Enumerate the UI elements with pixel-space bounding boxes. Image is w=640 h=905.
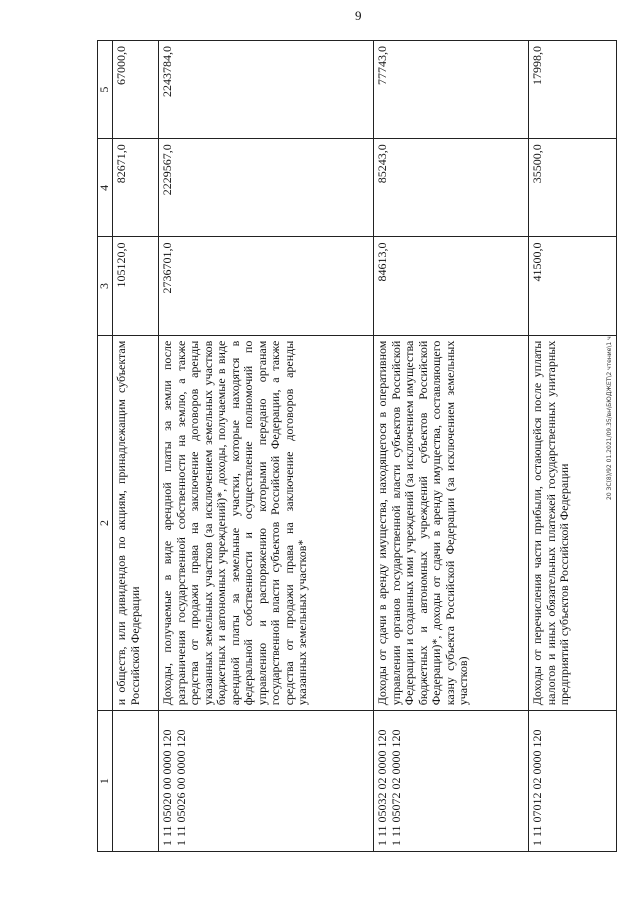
row-value-col3: 2736701,0 [159, 237, 374, 335]
row-value-col3: 84613,0 [374, 237, 529, 335]
row-value-col3: 41500,0 [529, 237, 617, 335]
table-row [529, 41, 617, 852]
row-value-col4: 2229567,0 [159, 139, 374, 237]
row-value-col5: 67000,0 [113, 41, 159, 139]
header-col-5: 5 [98, 41, 113, 139]
row-codes: 1 11 05020 00 0000 120 1 11 05026 00 0000 120 [159, 711, 374, 852]
row-name: Доходы от перечисления части прибыли, остающейся после уплаты налогов и иных обязательных платежей государственных унитарных предприятий субъектов Российской Федерации [529, 335, 617, 711]
table-header-row [98, 41, 113, 852]
document-footer-code: 20 ЗС(8)/92 01.2021/09.35/вн\БЮДЖЕТ\2 чтение\1 ч [606, 336, 613, 500]
row-value-col5: 2243784,0 [159, 41, 374, 139]
row-value-col5: 77743,0 [374, 41, 529, 139]
header-col-2: 2 [98, 335, 113, 711]
row-name: Доходы от сдачи в аренду имущества, находящегося в оперативном управлении органов государственной власти субъектов Российской Федерации и созданных ими учреждений (за исключением имущества бюджетных и автономных учреждений субъектов Российской Федерации)*, доходы от сдачи в аренду имущества, составляющего казну субъекта Российской Федерации (за исключением земельных участков) [374, 335, 529, 711]
table-row [374, 41, 529, 852]
row-value-col4: 82671,0 [113, 139, 159, 237]
header-col-3: 3 [98, 237, 113, 335]
table-row [113, 41, 159, 852]
header-col-4: 4 [98, 139, 113, 237]
row-name: Доходы, получаемые в виде арендной платы за земли после разграничения государственной собственности на землю, а также средства от продажи права на заключение договоров аренды указанных земельных участков (за исключением земельных участков бюджетных и автономных учреждений)*, доходы, получаемые в виде арендной платы за земельные участки, которые находятся в федеральной собственности и осуществление полномочий по управлению и распоряжению которыми передано органам государственной власти субъектов Российской Федерации, а также средства от продажи права на заключение договоров аренды указанных земельных участков* [159, 335, 374, 711]
row-name: и обществ, или дивидендов по акциям, принадлежащим субъектам Российской Федерации [113, 335, 159, 711]
row-codes: 1 11 07012 02 0000 120 [529, 711, 617, 852]
table-row [159, 41, 374, 852]
row-codes: 1 11 05032 02 0000 120 1 11 05072 02 0000 120 [374, 711, 529, 852]
row-value-col4: 85243,0 [374, 139, 529, 237]
row-codes [113, 711, 159, 852]
revenue-table [97, 40, 617, 852]
row-value-col3: 105120,0 [113, 237, 159, 335]
page-number: 9 [355, 8, 362, 23]
row-value-col5: 17998,0 [529, 41, 617, 139]
row-value-col4: 35500,0 [529, 139, 617, 237]
header-col-1: 1 [98, 711, 113, 852]
